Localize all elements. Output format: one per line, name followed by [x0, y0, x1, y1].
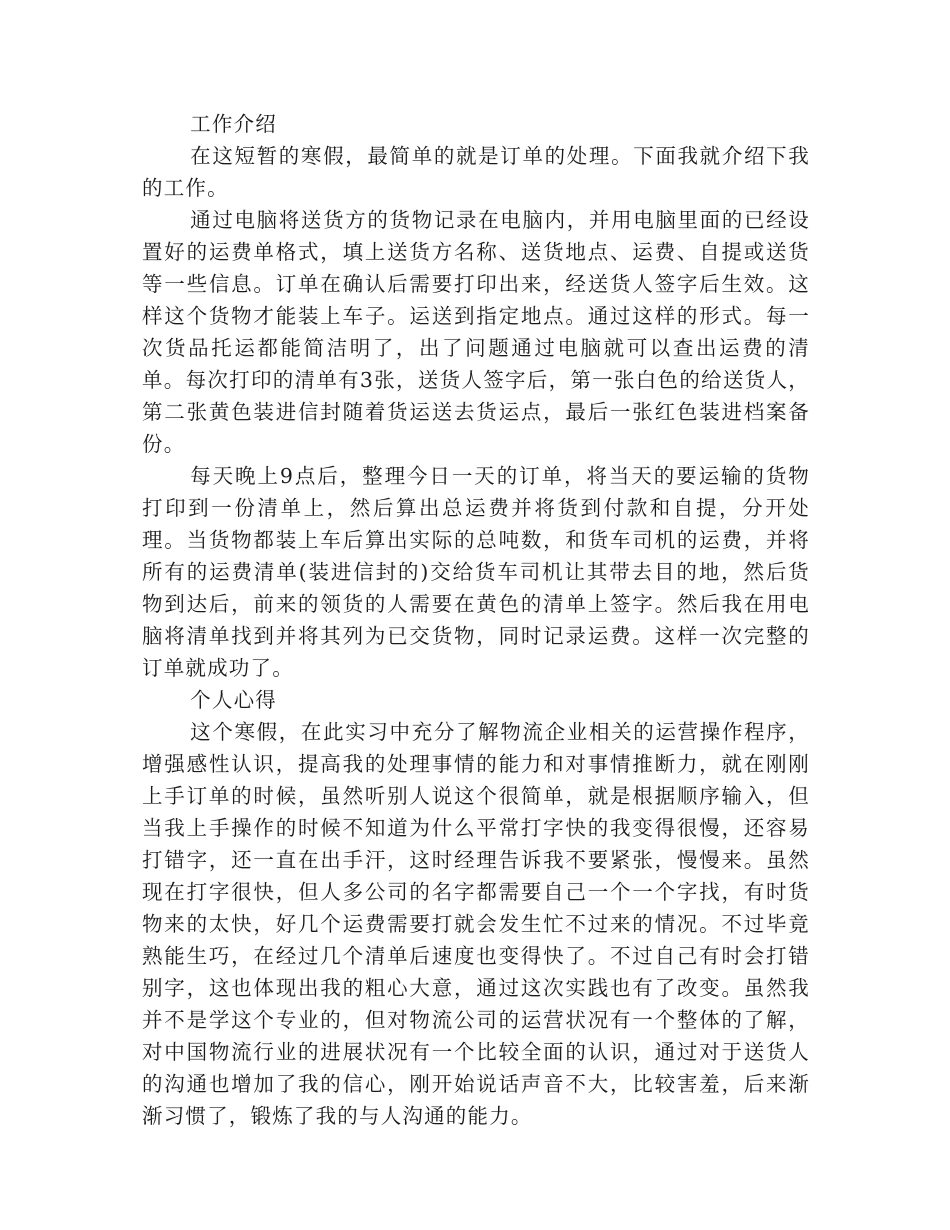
paragraph-nightly-processing: 每天晚上9点后，整理今日一天的订单，将当天的要运输的货物打印到一份清单上，然后算出总运费并将货到付款和自提，分开处理。当货物都装上车后算出实际的总吨数，和货车司机的运费，并将所有的运费清单(装进信封的)交给货车司机让其带去目的地，然后货物到达后，前来的领货的人需要在黄色的清单上签字。然后我在用电脑将清单找到并将其列为已交货物，同时记录运费。这样一次完整的订单就成功了。	[142, 464, 810, 680]
section-heading-personal-experience: 个人心得	[190, 688, 277, 712]
document-body	[142, 108, 810, 1132]
paragraph-order-entry: 通过电脑将送货方的货物记录在电脑内，并用电脑里面的已经设置好的运费单格式，填上送货方名称、送货地点、运费、自提或送货等一些信息。订单在确认后需要打印出来，经送货人签字后生效。这样这个货物才能装上车子。运送到指定地点。通过这样的形式。每一次货品托运都能简洁明了，出了问题通过电脑就可以查出运费的清单。每次打印的清单有3张，送货人签字后，第一张白色的给送货人，第二张黄色装进信封随着货运送去货运点，最后一张红色装进档案备份。	[142, 208, 810, 456]
paragraph-intro: 在这短暂的寒假，最简单的就是订单的处理。下面我就介绍下我的工作。	[142, 144, 810, 200]
section-heading-work-intro: 工作介绍	[190, 112, 277, 136]
paragraph-reflection: 这个寒假，在此实习中充分了解物流企业相关的运营操作程序，增强感性认识，提高我的处理事情的能力和对事情推断力，就在刚刚上手订单的时候，虽然听别人说这个很简单，就是根据顺序输入，但当我上手操作的时候不知道为什么平常打字快的我变得很慢，还容易打错字，还一直在出手汗，这时经理告诉我不要紧张，慢慢来。虽然现在打字很快，但人多公司的名字都需要自己一个一个字找，有时货物来的太快，好几个运费需要打就会发生忙不过来的情况。不过毕竟熟能生巧，在经过几个清单后速度也变得快了。不过自己有时会打错别字，这也体现出我的粗心大意，通过这次实践也有了改变。虽然我并不是学这个专业的，但对物流公司的运营状况有一个整体的了解，对中国物流行业的进展状况有一个比较全面的认识，通过对于送货人的沟通也增加了我的信心，刚开始说话声音不大，比较害羞，后来渐渐习惯了，锻炼了我的与人沟通的能力。	[142, 720, 810, 1128]
